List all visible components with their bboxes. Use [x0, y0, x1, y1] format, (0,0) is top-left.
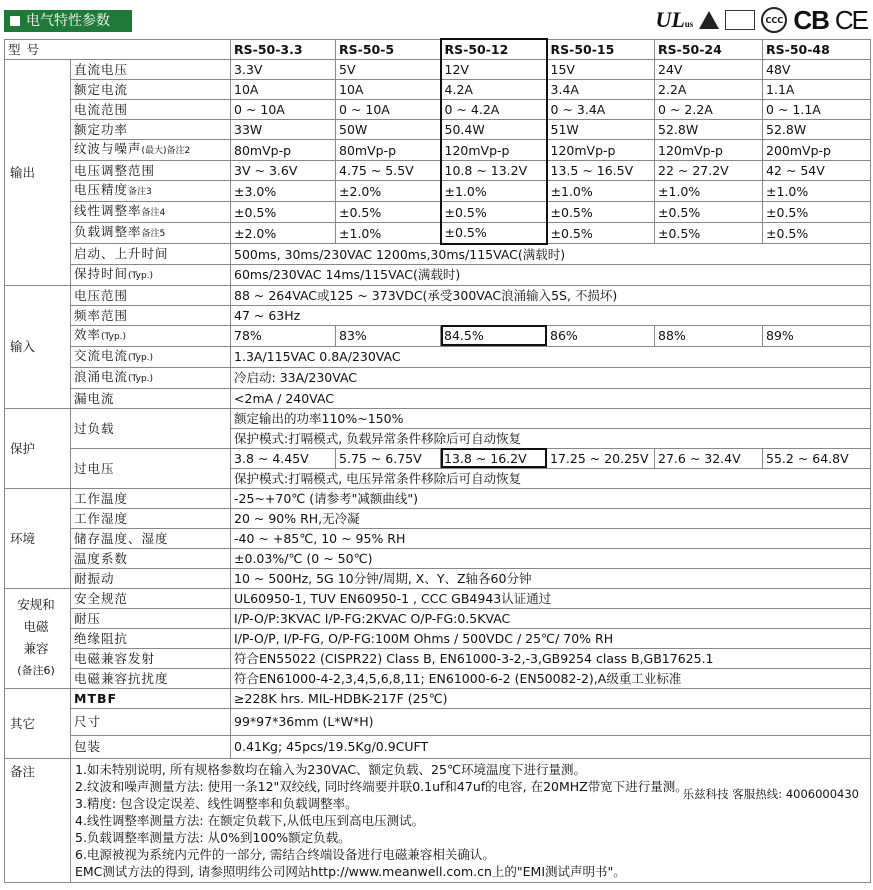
- cell: ≥228K hrs. MIL-HDBK-217F (25℃): [231, 688, 871, 708]
- category-environment: 环境: [5, 488, 71, 588]
- cell: 200mVp-p: [763, 140, 871, 161]
- cell: ±0.5%: [547, 202, 655, 223]
- note-line: 5.负载调整率测量方法: 从0%到100%额定负载。: [75, 829, 351, 845]
- cell: 符合EN55022 (CISPR22) Class B, EN61000-3-2,-3,GB9254 class B,GB17625.1: [231, 648, 871, 668]
- cell: ±0.5%: [231, 202, 336, 223]
- certification-marks: [655, 4, 867, 36]
- table-row: [5, 140, 871, 161]
- model-name: RS-50-24: [655, 39, 763, 60]
- cell: 80mVp-p: [336, 140, 441, 161]
- cell: -25~+70℃ (请参考"减额曲线"): [231, 488, 871, 508]
- cell: 15V: [547, 60, 655, 80]
- cb-logo: CB: [793, 4, 829, 35]
- row-label: 包装: [71, 735, 231, 758]
- table-row: [5, 758, 871, 882]
- cell: 4.2A: [441, 80, 547, 100]
- cell: ±0.03%/℃ (0 ~ 50℃): [231, 548, 871, 568]
- cell: 12V: [441, 60, 547, 80]
- category-others: 其它: [5, 688, 71, 758]
- cell: 86%: [547, 325, 655, 346]
- model-name: RS-50-3.3: [231, 39, 336, 60]
- cell: UL60950-1, TUV EN60950-1 , CCC GB4943认证通过: [231, 588, 871, 608]
- table-row: [5, 244, 871, 265]
- cell: 5V: [336, 60, 441, 80]
- table-row: [5, 588, 871, 608]
- table-row: [5, 648, 871, 668]
- cell: 5.75 ~ 6.75V: [336, 448, 441, 468]
- row-label: 尺寸: [71, 708, 231, 735]
- cell: 4.75 ~ 5.5V: [336, 161, 441, 181]
- cell: 额定输出的功率110%~150%: [231, 408, 871, 428]
- cell: 0 ~ 3.4A: [547, 100, 655, 120]
- table-row: [5, 508, 871, 528]
- cell: 0 ~ 10A: [336, 100, 441, 120]
- cell: 83%: [336, 325, 441, 346]
- cell: 1.3A/115VAC 0.8A/230VAC: [231, 346, 871, 367]
- cell: 10A: [336, 80, 441, 100]
- table-row: [5, 608, 871, 628]
- spec-table: [4, 38, 871, 883]
- table-row: [5, 708, 871, 735]
- cell: 27.6 ~ 32.4V: [655, 448, 763, 468]
- model-label: 型号: [5, 39, 231, 60]
- cell: 84.5%: [441, 325, 547, 346]
- row-label: 温度系数: [71, 548, 231, 568]
- row-label: 电压调整范围: [71, 161, 231, 181]
- row-label: 交流电流(Typ.): [71, 346, 231, 367]
- cell: ±1.0%: [655, 181, 763, 202]
- table-row: [5, 305, 871, 325]
- table-row: [5, 202, 871, 223]
- hotline-text: 乐兹科技 客服热线: 4006000430: [682, 787, 859, 801]
- cell: 120mVp-p: [441, 140, 547, 161]
- table-row: [5, 688, 871, 708]
- table-row: [5, 346, 871, 367]
- row-label: 耐压: [71, 608, 231, 628]
- row-label: 电流范围: [71, 100, 231, 120]
- cell: 60ms/230VAC 14ms/115VAC(满载时): [231, 264, 871, 285]
- row-label: 额定功率: [71, 120, 231, 140]
- model-name: RS-50-15: [547, 39, 655, 60]
- category-input: 输入: [5, 285, 71, 408]
- cell: 78%: [231, 325, 336, 346]
- row-label: 线性调整率备注4: [71, 202, 231, 223]
- cell: 10.8 ~ 13.2V: [441, 161, 547, 181]
- cell: ±0.5%: [441, 223, 547, 244]
- table-row: [5, 39, 871, 60]
- note-line: 4.线性调整率测量方法: 在额定负载下,从低电压到高电压测试。: [75, 812, 425, 828]
- cell: 120mVp-p: [655, 140, 763, 161]
- cell: 48V: [763, 60, 871, 80]
- row-label: 浪涌电流(Typ.): [71, 367, 231, 388]
- cell: 13.5 ~ 16.5V: [547, 161, 655, 181]
- row-label: 电磁兼容抗扰度: [71, 668, 231, 688]
- cell: ±2.0%: [336, 181, 441, 202]
- category-output: 输出: [5, 60, 71, 286]
- cell: ±3.0%: [231, 181, 336, 202]
- cell: ±0.5%: [547, 223, 655, 244]
- table-row: [5, 285, 871, 305]
- cell: ±1.0%: [547, 181, 655, 202]
- cell: ±0.5%: [336, 202, 441, 223]
- cell: 50W: [336, 120, 441, 140]
- row-label: 纹波与噪声(最大)备注2: [71, 140, 231, 161]
- row-label: 安全规范: [71, 588, 231, 608]
- table-row: [5, 100, 871, 120]
- table-row: [5, 735, 871, 758]
- table-row: [5, 325, 871, 346]
- row-label: 电压精度备注3: [71, 181, 231, 202]
- cell: 3.4A: [547, 80, 655, 100]
- ce-logo: CE: [834, 4, 867, 35]
- table-row: [5, 161, 871, 181]
- square-icon: [10, 16, 20, 26]
- cell: 50.4W: [441, 120, 547, 140]
- cell: 保护模式:打嗝模式, 负载异常条件移除后可自动恢复: [231, 428, 871, 448]
- cell: 20 ~ 90% RH,无冷凝: [231, 508, 871, 528]
- cell: ±0.5%: [441, 202, 547, 223]
- row-label: MTBF: [71, 688, 231, 708]
- row-label: 负载调整率备注5: [71, 223, 231, 244]
- cell: 120mVp-p: [547, 140, 655, 161]
- notes-list: [71, 758, 871, 882]
- cell: ±0.5%: [655, 223, 763, 244]
- row-label: 漏电流: [71, 388, 231, 408]
- table-row: [5, 628, 871, 648]
- cell: ±1.0%: [763, 181, 871, 202]
- cell: 88 ~ 264VAC或125 ~ 373VDC(承受300VAC浪涌输入5S, 不损坏): [231, 285, 871, 305]
- category-protection: 保护: [5, 408, 71, 488]
- table-row: [5, 181, 871, 202]
- cell: 0 ~ 1.1A: [763, 100, 871, 120]
- table-row: [5, 568, 871, 588]
- note-line: 6.电源被视为系统内元件的一部分, 需结合终端设备进行电磁兼容相关确认。: [75, 846, 495, 862]
- note-line: EMC测试方法的得到, 请参照明纬公司网站http://www.meanwell.com.cn上的"EMI测试声明书"。: [75, 863, 626, 879]
- note-line: 3.精度: 包含设定误差、线性调整率和负载调整率。: [75, 795, 358, 811]
- cell: ±0.5%: [655, 202, 763, 223]
- cell: ±0.5%: [763, 202, 871, 223]
- cell: ±2.0%: [231, 223, 336, 244]
- cell: ±1.0%: [336, 223, 441, 244]
- cell: 0 ~ 2.2A: [655, 100, 763, 120]
- table-row: [5, 408, 871, 428]
- cell: 51W: [547, 120, 655, 140]
- cell: -40 ~ +85℃, 10 ~ 95% RH: [231, 528, 871, 548]
- table-row: [5, 448, 871, 468]
- cell: ±1.0%: [441, 181, 547, 202]
- cell: 99*97*36mm (L*W*H): [231, 708, 871, 735]
- category-safety-emc: 安规和 电磁 兼容 (备注6): [5, 588, 71, 688]
- cell: 52.8W: [655, 120, 763, 140]
- row-label: 储存温度、湿度: [71, 528, 231, 548]
- cell: 2.2A: [655, 80, 763, 100]
- row-label: 启动、上升时间: [71, 244, 231, 265]
- row-label: 过负载: [71, 408, 231, 448]
- section-title: 电气特性参数: [26, 13, 110, 29]
- table-row: [5, 548, 871, 568]
- cell: 0 ~ 4.2A: [441, 100, 547, 120]
- cell: 符合EN61000-4-2,3,4,5,6,8,11; EN61000-6-2 (EN50082-2),A级重工业标准: [231, 668, 871, 688]
- row-label: 过电压: [71, 448, 231, 488]
- table-row: [5, 388, 871, 408]
- cell: 47 ~ 63Hz: [231, 305, 871, 325]
- category-notes: 备注: [5, 758, 71, 882]
- table-row: [5, 367, 871, 388]
- cell: 13.8 ~ 16.2V: [441, 448, 547, 468]
- model-name: RS-50-5: [336, 39, 441, 60]
- cell: 55.2 ~ 64.8V: [763, 448, 871, 468]
- cell: 0.41Kg; 45pcs/19.5Kg/0.9CUFT: [231, 735, 871, 758]
- cell: 10 ~ 500Hz, 5G 10分钟/周期, X、Y、Z轴各60分钟: [231, 568, 871, 588]
- cell: 33W: [231, 120, 336, 140]
- cell: 89%: [763, 325, 871, 346]
- table-row: [5, 528, 871, 548]
- cell: 0 ~ 10A: [231, 100, 336, 120]
- table-row: [5, 80, 871, 100]
- cell: 80mVp-p: [231, 140, 336, 161]
- row-label: 工作温度: [71, 488, 231, 508]
- cell: 500ms, 30ms/230VAC 1200ms,30ms/115VAC(满载时): [231, 244, 871, 265]
- ccc-logo: CCC: [761, 7, 787, 33]
- row-label: 电磁兼容发射: [71, 648, 231, 668]
- cell: 3.3V: [231, 60, 336, 80]
- row-label: 额定电流: [71, 80, 231, 100]
- cell: 22 ~ 27.2V: [655, 161, 763, 181]
- table-row: [5, 488, 871, 508]
- cell: 3.8 ~ 4.45V: [231, 448, 336, 468]
- cell: 3V ~ 3.6V: [231, 161, 336, 181]
- table-row: [5, 60, 871, 80]
- model-name: RS-50-12: [441, 39, 547, 60]
- cell: I/P-O/P, I/P-FG, O/P-FG:100M Ohms / 500VDC / 25℃/ 70% RH: [231, 628, 871, 648]
- note-line: 1.如未特别说明, 所有规格参数均在输入为230VAC、额定负载、25℃环境温度下进行量测。: [75, 761, 586, 777]
- row-label: 频率范围: [71, 305, 231, 325]
- cell: 冷启动: 33A/230VAC: [231, 367, 871, 388]
- row-label: 保持时间(Typ.): [71, 264, 231, 285]
- cell: 88%: [655, 325, 763, 346]
- table-row: [5, 120, 871, 140]
- cell: 10A: [231, 80, 336, 100]
- table-row: [5, 264, 871, 285]
- cell: 1.1A: [763, 80, 871, 100]
- row-label: 绝缘阻抗: [71, 628, 231, 648]
- row-label: 电压范围: [71, 285, 231, 305]
- cell: I/P-O/P:3KVAC I/P-FG:2KVAC O/P-FG:0.5KVAC: [231, 608, 871, 628]
- row-label: 效率(Typ.): [71, 325, 231, 346]
- cell: <2mA / 240VAC: [231, 388, 871, 408]
- model-name: RS-50-48: [763, 39, 871, 60]
- cell: 52.8W: [763, 120, 871, 140]
- cell: 保护模式:打嗝模式, 电压异常条件移除后可自动恢复: [231, 468, 871, 488]
- cell: 17.25 ~ 20.25V: [547, 448, 655, 468]
- section-header: [4, 10, 132, 32]
- cell: 42 ~ 54V: [763, 161, 871, 181]
- note-line: 2.纹波和噪声测量方法: 使用一条12"双绞线, 同时终端要并联0.1uf和47uf的电容, 在20MHZ带宽下进行量测。: [75, 778, 688, 794]
- table-row: [5, 223, 871, 244]
- warning-triangle-icon: [699, 11, 719, 29]
- table-row: [5, 668, 871, 688]
- ul-logo: ULus: [655, 7, 694, 32]
- row-label: 耐振动: [71, 568, 231, 588]
- approval-mark-icon: [725, 10, 755, 30]
- row-label: 工作湿度: [71, 508, 231, 528]
- cell: 24V: [655, 60, 763, 80]
- cell: ±0.5%: [763, 223, 871, 244]
- row-label: 直流电压: [71, 60, 231, 80]
